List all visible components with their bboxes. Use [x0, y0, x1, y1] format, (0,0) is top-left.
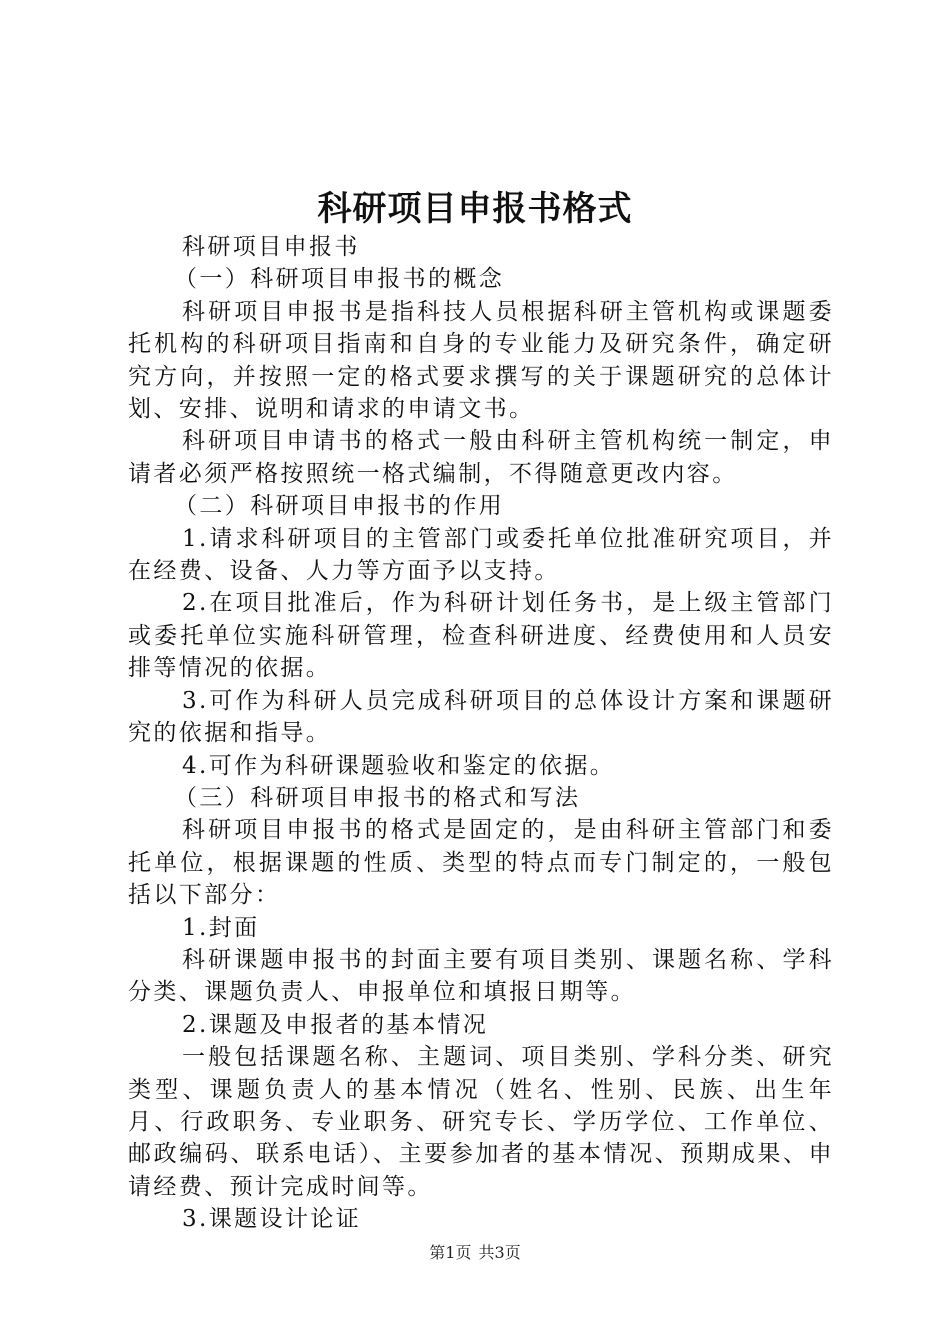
paragraph-format-rule: 科研项目申请书的格式一般由科研主管机构统一制定，申请者必须严格按照统一格式编制，不得随意更改内容。 [128, 428, 834, 487]
paragraph-basic-info: 一般包括课题名称、主题词、项目类别、学科分类、研究类型、课题负责人的基本情况（姓名、性别、民族、出生年月、行政职务、专业职务、研究专长、学历学位、工作单位、邮政编码、联系电话）、主要参加者的基本情况、预期成果、申请经费、预计完成时间等。 [128, 1044, 834, 1200]
page-footer [0, 1241, 950, 1265]
list-item-4: 4.可作为科研课题验收和鉴定的依据。 [182, 752, 616, 779]
subheading-cover: 1.封面 [182, 914, 260, 941]
paragraph-cover: 科研课题申报书的封面主要有项目类别、课题名称、学科分类、课题负责人、申报单位和填报日期等。 [128, 946, 834, 1006]
list-item-3: 3.可作为科研人员完成科研项目的总体设计方案和课题研究的依据和指导。 [128, 687, 834, 747]
section-heading-1: （一）科研项目申报书的概念 [174, 266, 505, 293]
subheading-basic-info: 2.课题及申报者的基本情况 [182, 1011, 489, 1038]
list-item-1: 1.请求科研项目的主管部门或委托单位批准研究项目，并在经费、设备、人力等方面予以支持。 [128, 525, 834, 585]
page-total: 共3页 [478, 1243, 521, 1262]
subheading-design: 3.课题设计论证 [182, 1206, 362, 1233]
paragraph-intro: 科研项目申报书 [182, 234, 360, 260]
document-title: 科研项目申报书格式 [317, 189, 633, 229]
paragraph-concept: 科研项目申报书是指科技人员根据科研主管机构或课题委托机构的科研项目指南和自身的专业能力及研究条件，确定研究方向，并按照一定的格式要求撰写的关于课题研究的总体计划、安排、说明和请求的申请文书。 [128, 298, 834, 423]
paragraph-format-desc: 科研项目申报书的格式是固定的，是由科研主管部门和委托单位，根据课题的性质、类型的特点而专门制定的，一般包括以下部分： [128, 817, 834, 909]
document-body [128, 231, 834, 1236]
section-heading-2: （二）科研项目申报书的作用 [174, 493, 505, 520]
page-number: 第1页 [429, 1243, 472, 1262]
list-item-2: 2.在项目批准后，作为科研计划任务书，是上级主管部门或委托单位实施科研管理，检查科研进度、经费使用和人员安排等情况的依据。 [128, 590, 834, 682]
section-heading-3: （三）科研项目申报书的格式和写法 [174, 784, 581, 811]
